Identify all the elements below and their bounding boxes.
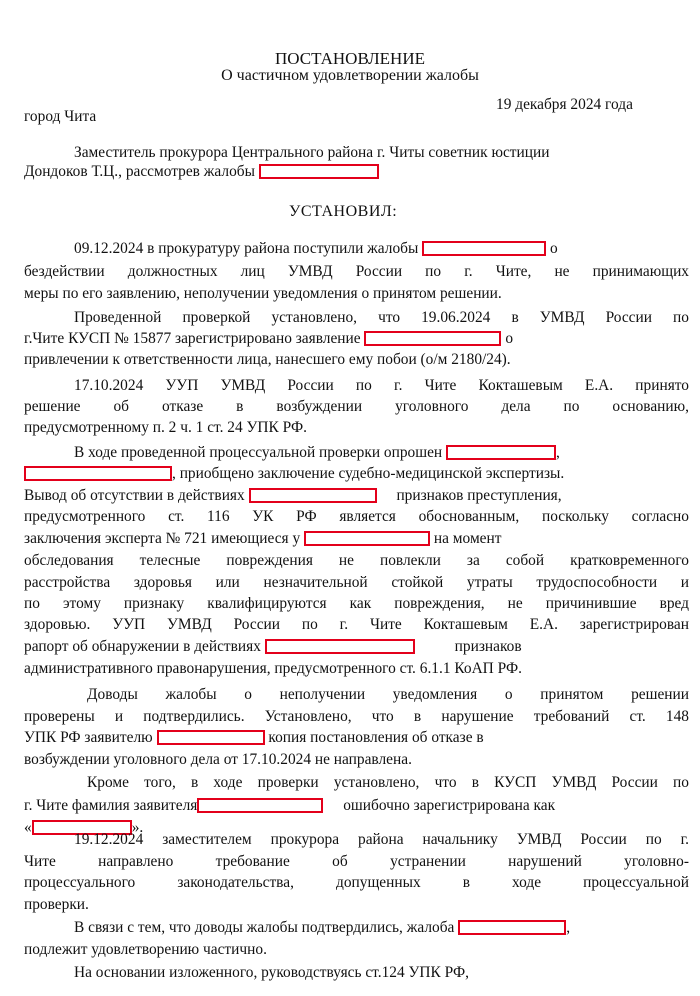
paragraph-line: Чите направлено требование об устранении нарушений уголовно-: [24, 853, 689, 870]
paragraph-line: подлежит удовлетворению частично.: [24, 941, 267, 958]
paragraph-line: рапорт об обнаружении в действиях признаков: [24, 638, 522, 655]
paragraph-line: г. Чите фамилия заявителя ошибочно зарегистрирована как: [24, 797, 556, 814]
doc-date: 19 декабря 2024 года: [496, 96, 633, 113]
paragraph-line: На основании изложенного, руководствуясь ст.124 УПК РФ,: [74, 964, 469, 981]
paragraph-line: возбуждении уголовного дела от 17.10.2024 не направлена.: [24, 751, 412, 768]
paragraph-line: В связи с тем, что доводы жалобы подтвердились, жалоба ,: [74, 919, 571, 936]
paragraph-line: Кроме того, в ходе проверки установлено, что в КУСП УМВД России по: [87, 774, 689, 791]
paragraph-line: процессуального законодательства, допущенных в ходе процессуальной: [24, 874, 689, 891]
paragraph-line: предусмотренного ст. 116 УК РФ является обоснованным, поскольку согласно: [24, 508, 689, 525]
intro-line-2: Дондоков Т.Ц., рассмотрев жалобы: [24, 162, 379, 182]
paragraph-line: административного правонарушения, предусмотренного ст. 6.1.1 КоАП РФ.: [24, 660, 522, 677]
redaction-box: [265, 639, 415, 654]
redaction-box: [458, 920, 566, 935]
redaction-box: [364, 331, 501, 346]
paragraph-line: решение об отказе в возбуждении уголовного дела по основанию,: [24, 398, 689, 415]
paragraph-line: проверки.: [24, 896, 89, 913]
redaction-box: [197, 798, 323, 813]
paragraph-line: « ».: [24, 819, 144, 836]
paragraph-line: 17.10.2024 УУП УМВД России по г. Чите Кокташевым Е.А. принято: [74, 377, 689, 394]
redaction-box: [304, 531, 430, 546]
paragraph-line: расстройства здоровья или незначительной стойкой утраты трудоспособности и: [24, 574, 689, 591]
paragraph-line: заключения эксперта № 721 имеющиеся у на момент: [24, 530, 502, 547]
paragraph-line: здоровью. УУП УМВД России по г. Чите Кокташевым Е.А. зарегистрирован: [24, 616, 689, 633]
paragraph-line: Доводы жалобы о неполучении уведомления о принятом решении: [87, 686, 689, 703]
paragraph-line: УПК РФ заявителю копия постановления об отказе в: [24, 729, 484, 746]
paragraph-line: обследования телесные повреждения не повлекли за собой кратковременного: [24, 552, 689, 569]
paragraph-line: привлечении к ответственности лица, нанесшего ему побои (о/м 2180/24).: [24, 351, 511, 368]
paragraph-line: меры по его заявлению, неполучении уведомления о принятом решении.: [24, 285, 502, 302]
intro-line-1: Заместитель прокурора Центрального района г. Читы советник юстиции: [74, 144, 550, 161]
redaction-box: [157, 730, 265, 745]
redaction-box: [422, 241, 546, 256]
section-heading: УСТАНОВИЛ:: [289, 203, 398, 220]
paragraph-line: проверены и подтвердились. Установлено, что в нарушение требований ст. 148: [24, 708, 689, 725]
paragraph-line: Вывод об отсутствии в действиях признаков преступления,: [24, 487, 562, 504]
paragraph-line: предусмотренному п. 2 ч. 1 ст. 24 УПК РФ.: [24, 419, 307, 436]
paragraph-line: В ходе проведенной процессуальной проверки опрошен ,: [74, 444, 560, 461]
paragraph-line: бездействии должностных лиц УМВД России по г. Чите, не принимающих: [24, 263, 689, 280]
paragraph-line: , приобщено заключение судебно-медицинской экспертизы.: [24, 464, 564, 484]
paragraph-line: 09.12.2024 в прокуратуру района поступили жалобы о: [74, 240, 558, 257]
paragraph-line: по этому признаку квалифицируются как повреждения, не причинившие вред: [24, 595, 689, 612]
city: город Чита: [24, 108, 97, 125]
doc-title: ПОСТАНОВЛЕНИЕ: [274, 49, 425, 68]
redaction-box: [446, 445, 556, 460]
redaction-box: [249, 488, 377, 503]
paragraph-line: 19.12.2024 заместителем прокурора района начальнику УМВД России по г.: [74, 831, 689, 848]
doc-subtitle: О частичном удовлетворении жалобы: [221, 67, 479, 84]
paragraph-line: Проведенной проверкой установлено, что 19.06.2024 в УМВД России по: [74, 309, 689, 326]
redaction-box: [24, 466, 172, 481]
redaction-box: [259, 164, 379, 179]
paragraph-line: г.Чите КУСП № 15877 зарегистрировано заявление о: [24, 330, 514, 347]
